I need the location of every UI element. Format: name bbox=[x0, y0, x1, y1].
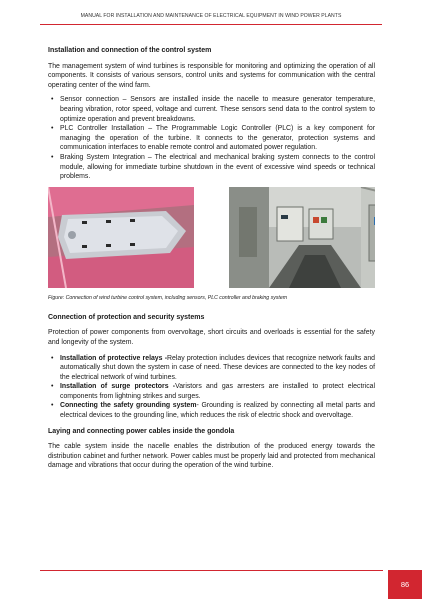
bullet-plc-installation: • PLC Controller Installation – The Programmable Logic Controller (PLC) is a key component for managing the operation of the turbine. It connects to the generator, protection systems and communication interfaces to enable remote control and automated power regulation. bbox=[60, 124, 375, 153]
nacelle-top-photo bbox=[48, 187, 194, 288]
page-number-badge bbox=[388, 570, 422, 599]
bullet-surge-protectors bbox=[60, 382, 375, 401]
bullet-braking-system: • Braking System Integration – The electrical and mechanical braking system connects to the control module, allowing for immediate turbine shutdown in the event of excessive wind speeds or technical problems. bbox=[60, 153, 375, 182]
page-content bbox=[48, 46, 375, 471]
bullet-safety-grounding bbox=[60, 401, 375, 420]
footer-divider bbox=[40, 570, 383, 571]
protection-bullet-list bbox=[48, 354, 375, 421]
header-divider bbox=[40, 24, 382, 25]
section-heading-protection: Connection of protection and security systems bbox=[48, 313, 205, 321]
bullet-term: Installation of protective relays - bbox=[60, 354, 168, 362]
bullet-sensor-connection: • Sensor connection – Sensors are installed inside the nacelle to measure generator temperature, bearing vibration, rotor speed, voltage and current. These sensors send data to the control system to optimize operation and prevent breakdowns. bbox=[60, 95, 375, 124]
bullet-term: Installation of surge protectors - bbox=[60, 383, 176, 391]
figure-caption: Figure: Connection of wind turbine control system, including sensors, PLC controller and braking system bbox=[48, 294, 288, 301]
figure-photos bbox=[48, 187, 375, 288]
nacelle-interior-photo bbox=[229, 187, 375, 288]
bullet-text: Relay protection includes devices that recognize network faults and automatically shut down the system in case of need. These devices are connected to the key nodes of the electrical network of wind turbines. bbox=[60, 354, 376, 381]
bullet-protective-relays bbox=[60, 354, 375, 383]
paragraph-power-cables: The cable system inside the nacelle enables the distribution of the produced energy towards the distribution cabinet and further network. Power cables must be properly laid and protected from mechanical damage and vibrations that occur during the operation of the wind turbine. bbox=[48, 443, 375, 470]
bullet-term: Connecting the safety grounding system bbox=[60, 402, 197, 410]
bullet-text: Varistors and gas arresters are installed to protect electrical components from lightning strikes and surges. bbox=[60, 383, 375, 400]
section-heading-power-cables: Laying and connecting power cables inside the gondola bbox=[48, 427, 235, 435]
running-header: MANUAL FOR INSTALLATION AND MAINTENANCE OF ELECTRICAL EQUIPMENT IN WIND POWER PLANTS bbox=[80, 13, 342, 19]
paragraph-protection-intro: Protection of power components from overvoltage, short circuits and overloads is essential for the safety and longevity of the system. bbox=[48, 329, 375, 346]
paragraph-control-system-intro: The management system of wind turbines is responsible for monitoring and optimizing the operation of all components. It consists of various sensors, control units and systems for communication with the central operating center of the wind farm. bbox=[48, 62, 375, 89]
control-system-bullet-list bbox=[48, 95, 375, 181]
section-heading-control-system: Installation and connection of the control system bbox=[48, 47, 212, 54]
bullet-text: - Grounding is realized by connecting all metal parts and electrical devices to the grounding line, which reduces the risk of electric shock and overvoltage. bbox=[60, 402, 375, 420]
page-number: 86 bbox=[400, 580, 410, 589]
